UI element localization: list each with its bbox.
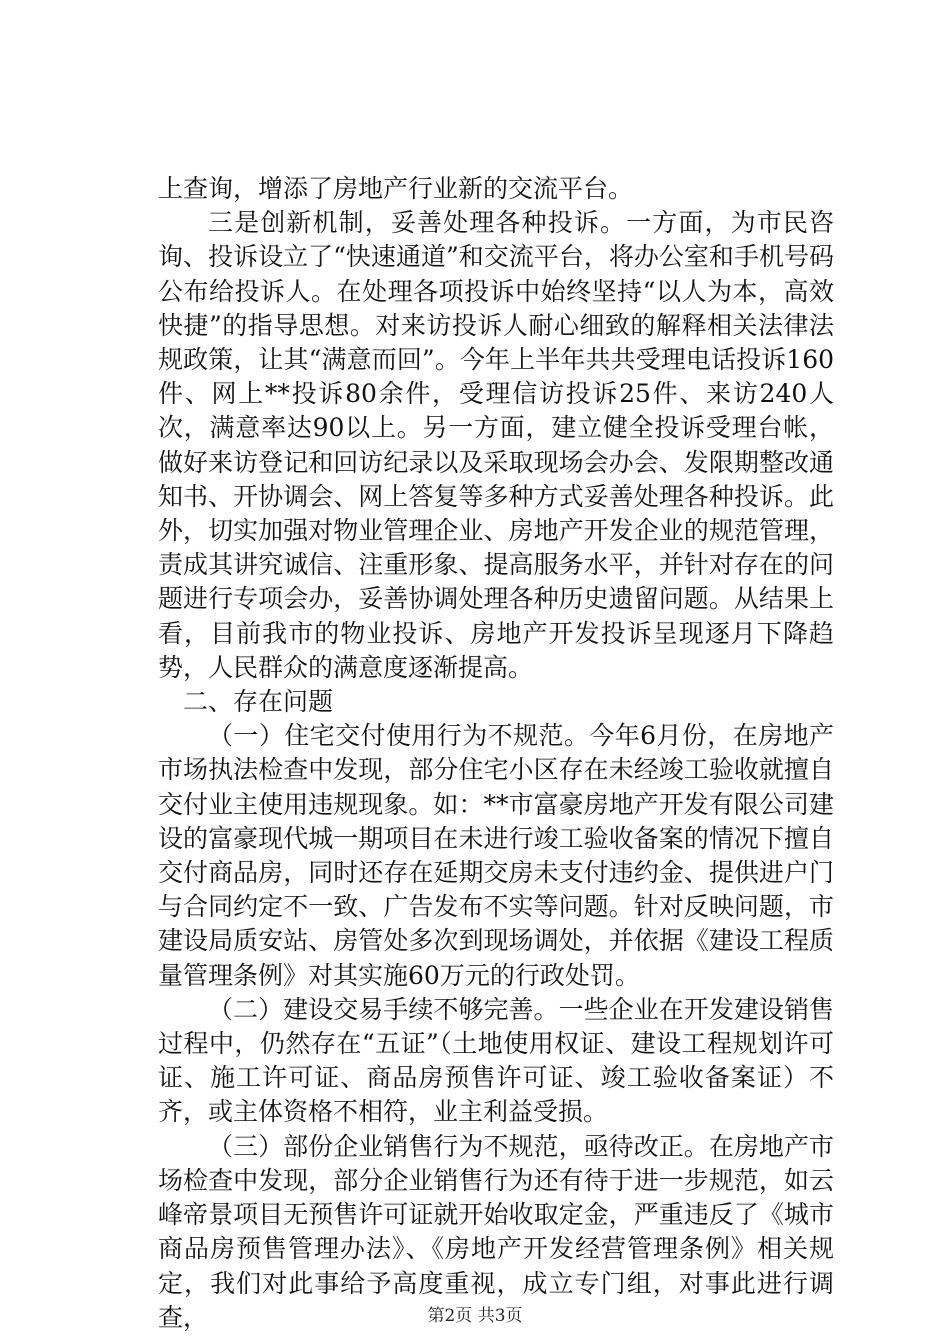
paragraph-problem-3: （三）部份企业销售行为不规范，亟待改正。在房地产市场检查中发现，部分企业销售行为还有待于进一步规范，如云峰帝景项目无预售许可证就开始收取定金，严重违反了《城市商品房预售管理办法》、《房地产开发经营管理条例》相关规定，我们对此事给予高度重视，成立专门组，对事此进行调查， <box>158 1131 834 1332</box>
document-body <box>158 172 834 1335</box>
paragraph-continuation: 上查询，增添了房地产行业新的交流平台。 <box>158 174 634 203</box>
paragraph-complaint-handling: 三是创新机制，妥善处理各种投诉。一方面，为市民咨询、投诉设立了“快速通道”和交流平台，将办公室和手机号码公布给投诉人。在处理各项投诉中始终坚持“以人为本，高效快捷”的指导思想。对来访投诉人耐心细致的解释相关法律法规政策，让其“满意而回”。今年上半年共共受理电话投诉160件、网上**投诉80余件，受理信访投诉25件、来访240人次，满意率达90以上。另一方面，建立健全投诉受理台帐，做好来访登记和回访纪录以及采取现场会办会、发限期整改通知书、开协调会、网上答复等多种方式妥善处理各种投诉。此外，切实加强对物业管理企业、房地产开发企业的规范管理，责成其讲究诚信、注重形象、提高服务水平，并针对存在的问题进行专项会办，妥善协调处理各种历史遗留问题。从结果上看，目前我市的物业投诉、房地产开发投诉呈现逐月下降趋势，人民群众的满意度逐渐提高。 <box>158 208 834 682</box>
section-heading-problems: 二、存在问题 <box>183 687 334 717</box>
paragraph-problem-1: （一）住宅交付使用行为不规范。今年6月份，在房地产市场执法检查中发现，部分住宅小区存在未经竣工验收就擅自交付业主使用违规现象。如：**市富豪房地产开发有限公司建设的富豪现代城一期项目在未进行竣工验收备案的情况下擅自交付商品房，同时还存在延期交房未支付违约金、提供进户门与合同约定不一致、广告发布不实等问题。针对反映问题，市建设局质安站、房管处多次到现场调处，并依据《建设工程质量管理条例》对其实施60万元的行政处罚。 <box>158 721 834 990</box>
paragraph-problem-2: （二）建设交易手续不够完善。一些企业在开发建设销售过程中，仍然存在“五证”（土地使用权证、建设工程规划许可证、施工许可证、商品房预售许可证、竣工验收备案证）不齐，或主体资格不相符，业主利益受损。 <box>158 994 834 1127</box>
page-footer: 第2页 共3页 <box>427 1306 523 1326</box>
